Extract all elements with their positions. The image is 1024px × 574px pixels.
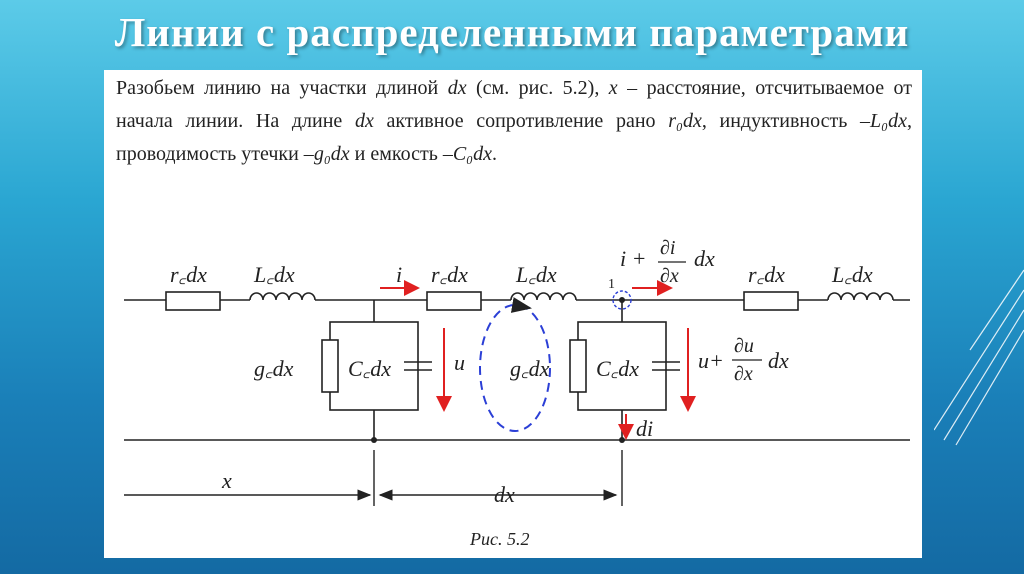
math-r0dx: r₀dx [668, 110, 702, 132]
decorative-stripes [934, 250, 1024, 450]
node-dot [619, 437, 625, 443]
label-L3: L꜀dx [832, 262, 873, 287]
text-segment: и емкость – [349, 143, 453, 165]
label-C2: C꜀dx [596, 356, 640, 381]
text-segment: . [492, 143, 498, 165]
resistor-1 [166, 292, 220, 310]
math-L0dx: L₀dx [870, 110, 907, 132]
math-x: x [608, 77, 618, 99]
label-C1: C꜀dx [348, 356, 392, 381]
label-r2: r꜀dx [431, 262, 468, 287]
label-x: x [222, 468, 232, 493]
label-r1: r꜀dx [170, 262, 207, 287]
node-dot [371, 437, 377, 443]
conductance-2 [570, 340, 586, 392]
resistor-3 [744, 292, 798, 310]
label-i: i [396, 262, 403, 287]
label-di-den: ∂x [660, 265, 679, 287]
node-dot [619, 297, 625, 303]
content-panel [104, 70, 922, 558]
inductor-2 [511, 293, 576, 300]
label-du-den: ∂x [734, 363, 753, 385]
text-segment: активное сопротивление рано [373, 110, 669, 132]
label-u-plus: u+ [698, 348, 724, 373]
math-dx: dx [447, 77, 467, 99]
text-segment: , индуктивность – [701, 110, 871, 132]
label-di: di [636, 416, 654, 441]
label-g1: g꜀dx [254, 356, 294, 381]
text-segment: – расстояние, отсчитываемое от начала линии. На длине [116, 77, 912, 132]
slide-title: Линии с распределенными параметрами [114, 9, 910, 55]
label-g2: g꜀dx [510, 356, 550, 381]
math-C0dx: C₀dx [452, 143, 493, 165]
resistor-2 [427, 292, 481, 310]
text-segment: (см. рис. 5.2), [466, 77, 609, 99]
text-segment: , проводимость утечки – [116, 110, 912, 165]
math-dx: dx [354, 110, 374, 132]
label-dx: dx [494, 482, 515, 507]
label-L2: L꜀dx [516, 262, 557, 287]
inductor-3 [828, 293, 893, 300]
contour-arrow [518, 306, 530, 308]
label-du-tail: dx [768, 348, 789, 373]
circuit-diagram [104, 70, 922, 558]
inductor-1 [250, 293, 315, 300]
label-i-plus: i + [620, 246, 647, 271]
text-segment: Разобьем линию на участки длиной [116, 77, 448, 99]
label-di-tail: dx [694, 246, 715, 271]
label-node-1: 1 [608, 277, 615, 292]
label-du-num: ∂u [734, 335, 754, 357]
label-r3: r꜀dx [748, 262, 785, 287]
math-g0dx: g₀dx [313, 143, 350, 165]
label-L1: L꜀dx [254, 262, 295, 287]
conductance-1 [322, 340, 338, 392]
label-di-num: ∂i [660, 237, 676, 259]
label-u: u [454, 350, 465, 375]
figure-caption: Рис. 5.2 [470, 529, 530, 549]
